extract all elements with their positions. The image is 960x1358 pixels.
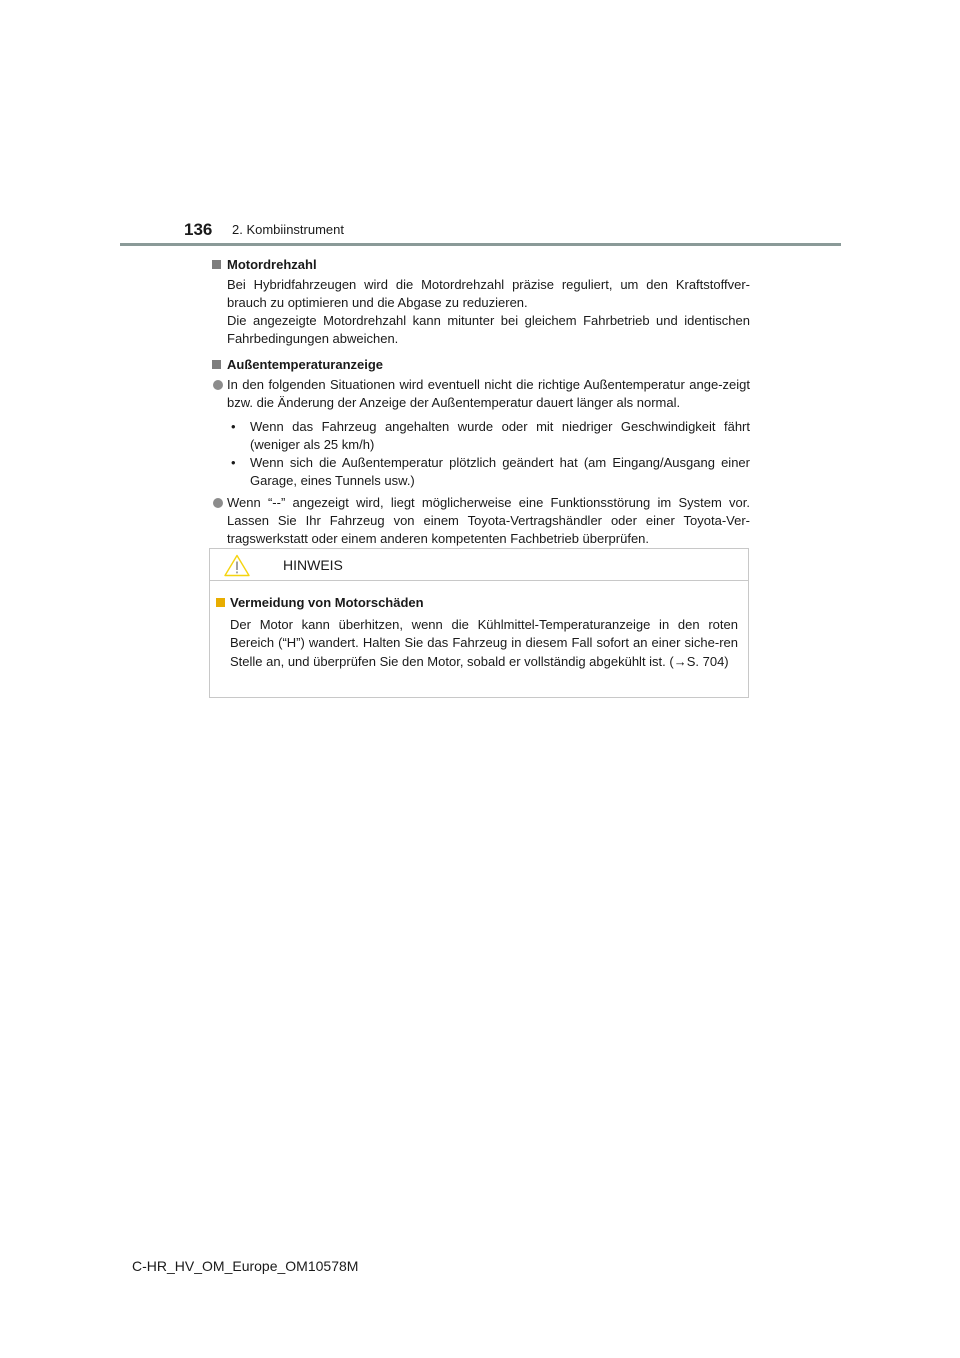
paragraph: Die angezeigte Motordrehzahl kann mitunter bei gleichem Fahrbetrieb und identischen Fahrbedingungen abweichen. <box>227 313 750 346</box>
sub-list-item: • Wenn das Fahrzeug angehalten wurde oder mit niedriger Geschwindigkeit fährt (weniger als 25 km/h) <box>231 419 750 452</box>
main-content <box>210 256 750 556</box>
section-aussentemperatur <box>210 356 750 548</box>
warning-triangle-icon <box>224 554 250 577</box>
notice-text: Der Motor kann überhitzen, wenn die Kühlmittel-Temperaturanzeige in den roten Bereich (“H”) wandert. Halten Sie das Fahrzeug in diesem Fall sofort an einer siche-ren Stelle an, und überprüfen Sie den Motor, sobald er vollständig abgekühlt ist. (→S. 704) <box>230 616 738 669</box>
footer-document-code: C-HR_HV_OM_Europe_OM10578M <box>132 1258 359 1274</box>
notice-title: HINWEIS <box>283 557 343 573</box>
section-heading: Motordrehzahl <box>210 256 750 274</box>
square-bullet-icon <box>212 360 221 369</box>
section-motordrehzahl <box>210 256 750 348</box>
dot-bullet-icon: • <box>231 419 236 434</box>
square-bullet-icon <box>212 260 221 269</box>
header-rule <box>120 243 841 246</box>
circle-bullet-icon <box>213 498 223 508</box>
section-heading: Außentemperaturanzeige <box>210 356 750 374</box>
notice-header <box>210 549 748 581</box>
notice-box <box>209 548 749 698</box>
paragraph: Bei Hybridfahrzeugen wird die Motordrehzahl präzise reguliert, um den Kraftstoffver-brauch zu optimieren und die Abgase zu reduzieren. <box>227 277 750 310</box>
page-number: 136 <box>184 220 213 239</box>
chapter-title: 2. Kombiinstrument <box>232 222 344 237</box>
square-bullet-icon <box>216 598 225 607</box>
sub-list <box>227 418 750 490</box>
sub-list-item: • Wenn sich die Außentemperatur plötzlich geändert hat (am Eingang/Ausgang einer Garage, eines Tunnels usw.) <box>231 455 750 488</box>
circle-bullet-icon <box>213 380 223 390</box>
list-item: In den folgenden Situationen wird eventuell nicht die richtige Außentemperatur ange-zeigt bzw. die Änderung der Anzeige der Außentemperatur dauert länger als normal. <box>210 376 750 412</box>
notice-heading: Vermeidung von Motorschäden <box>216 594 738 613</box>
notice-body <box>210 581 748 671</box>
dot-bullet-icon: • <box>231 455 236 470</box>
list-item: Wenn “--” angezeigt wird, liegt möglicherweise eine Funktionsstörung im System vor. Lassen Sie Ihr Fahrzeug von einem Toyota-Vertragshändler oder einer Toyota-Ver-tragswerkstatt oder einem anderen kompetenten Fachbetrieb überprüfen. <box>210 494 750 548</box>
